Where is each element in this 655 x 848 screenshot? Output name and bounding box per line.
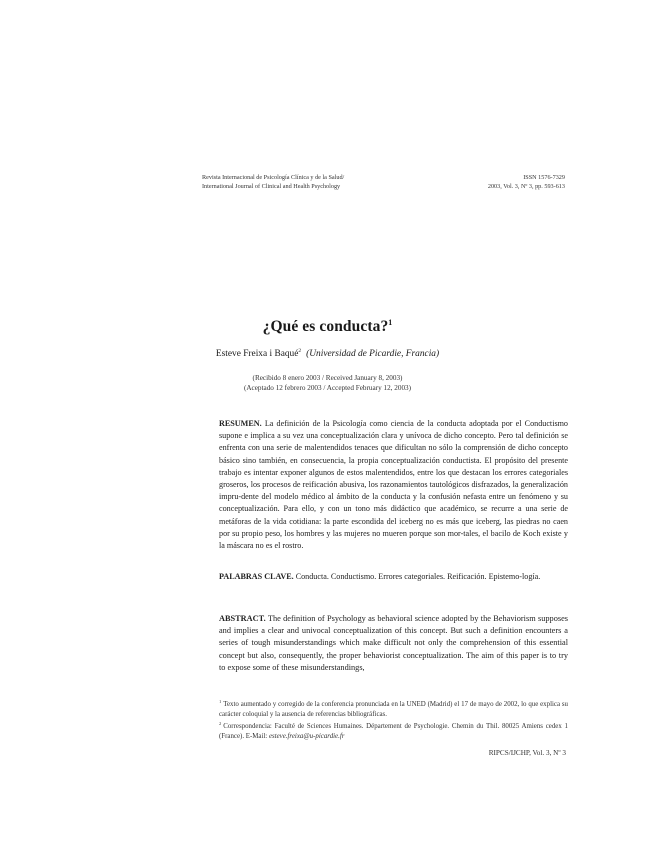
author-footnote-mark: 2 bbox=[298, 348, 302, 354]
author-affiliation: (Universidad de Picardie, Francia) bbox=[306, 349, 440, 359]
abstract-section bbox=[219, 613, 568, 674]
journal-name-en: International Journal of Clinical and Health Psychology bbox=[202, 183, 341, 190]
footnote-2 bbox=[219, 719, 568, 741]
accepted-date: (Aceptado 12 febrero 2003 / Accepted February 12, 2003) bbox=[243, 383, 412, 392]
journal-header-left bbox=[202, 173, 344, 191]
article-title-text: ¿Qué es conducta? bbox=[262, 318, 389, 335]
received-date: (Recibido 8 enero 2003 / Received January 8, 2003) bbox=[252, 374, 403, 382]
resumen-text: La definición de la Psicología como ciencia de la conducta adoptada por el Conductismo supone e implica a su vez una conceptualización clara y unívoca de dicho concepto. Pero tal definición se enfrenta con una serie de malentendidos tenaces que dificultan no sólo la comprensión de dicho concepto básico sino también, en consecuencia, la propia conceptualización conductista. El propósito del presente trabajo es intentar exponer algunos de estos malentendidos, entre los que destacan los errores categoriales groseros, los procesos de reificación abusiva, los razonamientos tautológicos disfrazados, la generalización impru-dente del modelo médico al ámbito de la conducta y la confusión nefasta entre un fenómeno y su conceptualización. Para ello, y con un tono más didáctico que académico, se recurre a una serie de metáforas de la vida cotidiana: la parte escondida del iceberg no es más que iceberg, las piedras no caen por su propio peso, los hombres y las mujeres no mueren porque son mor-tales, el bacilo de Koch existe y la máscara no es el rostro. bbox=[219, 419, 568, 551]
resumen-label: RESUMEN. bbox=[219, 419, 262, 428]
footnote-1 bbox=[219, 697, 568, 719]
journal-header-right bbox=[488, 173, 565, 191]
abstract-text: The definition of Psychology as behavioral science adopted by the Behaviorism supposes and implies a clear and univocal conceptualization of this concept. But such a definition encounters a series of tough misunderstandings which make difficult not only the comprehension of this essential concept but also, consequently, the proper behaviorist conceptualization. The aim of this paper is to try to expose some of these misunderstandings, bbox=[219, 614, 568, 672]
footnotes bbox=[219, 697, 568, 741]
palabras-clave-label: PALABRAS CLAVE. bbox=[219, 572, 294, 581]
journal-name-es: Revista Internacional de Psicología Clínica y de la Salud/ bbox=[202, 174, 345, 181]
footnote-2-text: Correspondencia: Faculté de Sciences Humaines. Département de Psychologie. Chemin du Thil. 80025 Amiens cedex 1 (France). E-Mail: bbox=[219, 723, 568, 740]
volume-pages: 2003, Vol. 3, Nº 3, pp. 593-613 bbox=[487, 183, 565, 190]
title-footnote-mark: 1 bbox=[388, 318, 393, 327]
article-title bbox=[0, 318, 655, 336]
footnote-1-mark: 1 bbox=[219, 699, 222, 704]
abstract-label: ABSTRACT. bbox=[219, 614, 266, 623]
article-dates bbox=[0, 374, 655, 393]
footnote-1-text: Texto aumentado y corregido de la conferencia pronunciada en la UNED (Madrid) el 17 de mayo de 2002, lo que explica su carácter coloquial y la ausencia de referencias bibliográficas. bbox=[219, 701, 568, 718]
issn: ISSN 1576-7329 bbox=[523, 174, 565, 181]
resumen-section bbox=[219, 418, 568, 552]
palabras-clave-text: Conducta. Conductismo. Errores categoriales. Reificación. Epistemo-logía. bbox=[295, 572, 541, 581]
palabras-clave-section bbox=[219, 571, 568, 583]
running-footer: RIPCS/IJCHP, Vol. 3, Nº 3 bbox=[488, 749, 566, 757]
footnote-email: esteve.freixa@u-picardie.fr bbox=[268, 732, 345, 740]
author-name: Esteve Freixa i Baqué bbox=[215, 349, 299, 359]
footnote-2-mark: 2 bbox=[219, 721, 222, 727]
author-line bbox=[0, 348, 655, 359]
